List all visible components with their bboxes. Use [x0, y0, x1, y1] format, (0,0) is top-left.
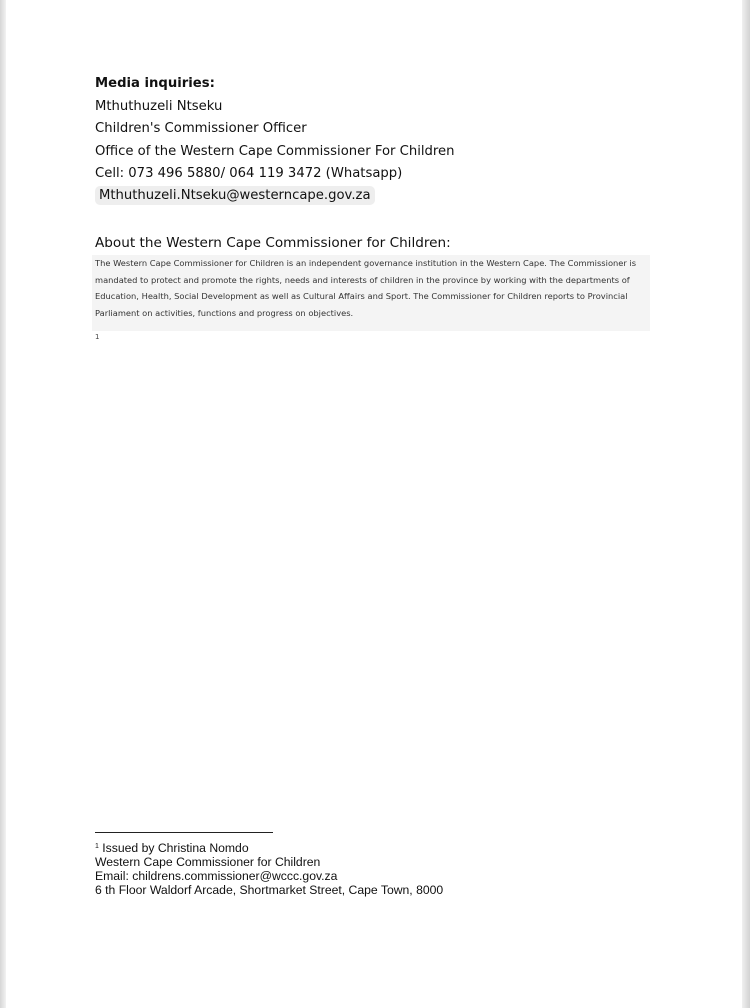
footnote-issued-line	[95, 841, 443, 855]
footnote-email: Email: childrens.commissioner@wccc.gov.za	[95, 869, 338, 883]
footnote-issued-by: Issued by Christina Nomdo	[102, 841, 249, 855]
page-edge-left	[0, 0, 6, 1008]
footnote-separator	[95, 832, 273, 833]
contact-name: Mthuthuzeli Ntseku	[95, 99, 223, 114]
footnote-org: Western Cape Commissioner for Children	[95, 855, 321, 869]
contact-role: Children's Commissioner Officer	[95, 121, 307, 136]
contact-cell: Cell: 073 496 5880/ 064 119 3472 (Whatsapp)	[95, 166, 403, 181]
contact-office: Office of the Western Cape Commissioner For Children	[95, 144, 455, 159]
footnote-address: 6 th Floor Waldorf Arcade, Shortmarket Street, Cape Town, 8000	[95, 883, 444, 897]
media-inquiries-heading: Media inquiries:	[95, 76, 215, 91]
contact-email-link[interactable]: Mthuthuzeli.Ntseku@westerncape.gov.za	[95, 186, 375, 205]
page-edge-right	[742, 0, 750, 1008]
about-title: About the Western Cape Commissioner for Children:	[95, 235, 451, 251]
about-body: The Western Cape Commissioner for Children is an independent governance institution in the Western Cape. The Commissioner is mandated to protect and promote the rights, needs and interests of children in the province by working with the departments of Education, Health, Social Development as well as Cultural Affairs and Sport. The Commissioner for Children reports to Provincial Parliament on activities, functions and progress on objectives.	[95, 258, 637, 318]
footnote-marker: 1	[95, 843, 99, 850]
footnote-reference: 1	[95, 333, 100, 341]
footnote-block	[95, 841, 443, 897]
